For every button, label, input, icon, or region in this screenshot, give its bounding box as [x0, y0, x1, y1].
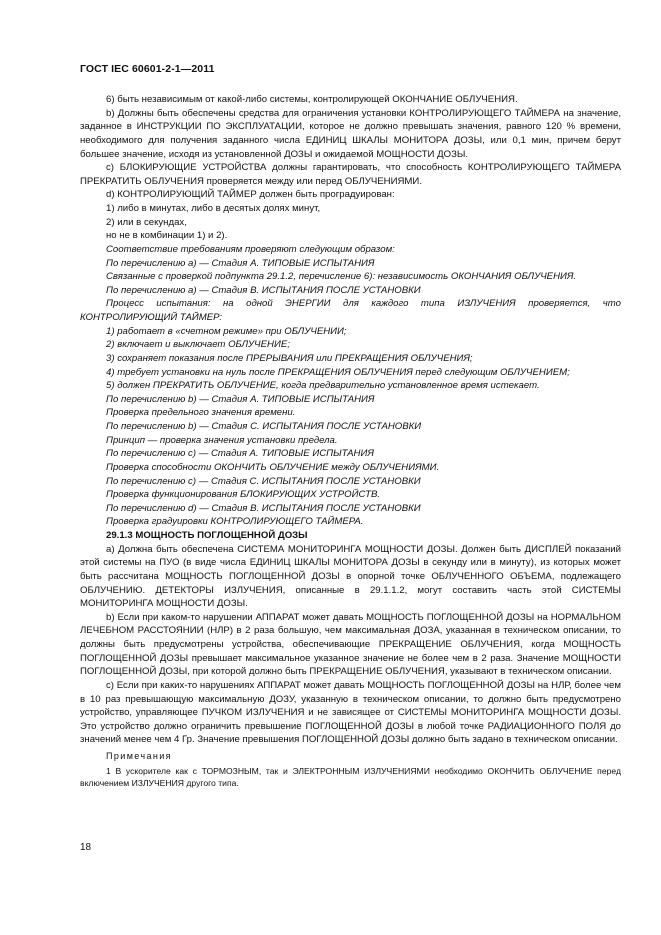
test-paragraph: По перечислению а) — Стадия В. ИСПЫТАНИЯ ПОСЛЕ УСТАНОВКИ: [106, 284, 421, 296]
test-paragraph: Проверка предельного значения времени.: [106, 407, 296, 419]
test-paragraph: Проверка способности ОКОНЧИТЬ ОБЛУЧЕНИЕ между ОБЛУЧЕНИЯМИ.: [106, 461, 440, 473]
document-header: ГОСТ IEC 60601-2-1—2011: [80, 63, 215, 75]
notes-title: Примечания: [106, 751, 172, 761]
body-paragraph: 6) быть независимым от какой-либо системы, контролирующей ОКОНЧАНИЕ ОБЛУЧЕНИЯ.: [106, 94, 518, 105]
body-paragraph: c) Если при каких-то нарушениях АППАРАТ может давать МОЩНОСТЬ ПОГЛОЩЕННОЙ ДОЗЫ на НЛР, более чем в 10 раз превышающую максимальную ДОЗУ, указанную в техническом описании, то должно быть предусмотрено устройство, управляющее ПУЧКОМ ИЗЛУЧЕНИЯ и не зависящее от СИСТЕМЫ МОНИТОРИНГА МОЩНОСТИ ДОЗЫ. Это устройство должно ограничить превышение ПОГЛОЩЕННОЙ ДОЗЫ в любой точке РАДИАЦИОННОГО ПОЛЯ до значений менее чем 4 Гр. Значение превышения ПОГЛОЩЕННОЙ ДОЗЫ должно быть задано в техническом описании.: [80, 679, 621, 746]
test-paragraph: Принцип — проверка значения установки предела.: [106, 434, 338, 446]
body-paragraph: но не в комбинации 1) и 2).: [106, 230, 228, 242]
test-paragraph: По перечислению b) — Стадия С. ИСПЫТАНИЯ ПОСЛЕ УСТАНОВКИ: [106, 421, 422, 432]
page-number: 18: [80, 842, 92, 853]
test-paragraph: 5) должен ПРЕКРАТИТЬ ОБЛУЧЕНИЕ, когда предварительно установленное время истекает.: [106, 380, 540, 392]
test-paragraph: Связанные с проверкой подпункта 29.1.2, перечисление 6): независимость ОКОНЧАНИЯ ОБЛУЧЕНИЯ.: [106, 271, 577, 283]
body-paragraph: b) Должны быть обеспечены средства для ограничения установки КОНТРОЛИРУЮЩЕГО ТАЙМЕРА на значение, заданное в ИНСТРУКЦИИ ПО ЭКСПЛУАТАЦИИ, которое не должно превышать значения, равного 120 % времени, необходимого для получения заданного числа ЕДИНИЦ ШКАЛЫ МОНИТОРА ДОЗЫ, или 0,1 мин, причем берут большее значение, исходя из установленной ДОЗЫ и ожидаемой МОЩНОСТИ ДОЗЫ.: [80, 107, 621, 160]
test-paragraph: Соответствие требованиям проверяют следующим образом:: [106, 243, 395, 255]
note-paragraph: 1 В ускорителе как с ТОРМОЗНЫМ, так и ЭЛЕКТРОННЫМ ИЗЛУЧЕНИЯМИ необходимо ОКОНЧИТЬ ОБЛУЧЕНИЕ перед включением ИЗЛУЧЕНИЯ другого типа.: [80, 765, 621, 789]
document-body: [80, 93, 621, 790]
test-paragraph: По перечислению b) — Стадия А. ТИПОВЫЕ ИСПЫТАНИЯ: [106, 393, 375, 405]
body-paragraph: b) Если при каком-то нарушении АППАРАТ может давать МОЩНОСТЬ ПОГЛОЩЕННОЙ ДОЗЫ на НОРМАЛЬНОМ ЛЕЧЕБНОМ РАССТОЯНИИ (НЛР) в 2 раза большую, чем максимальная ДОЗА, указанная в техническом описании, то должны быть предусмотрены устройства, обеспечивающие ПРЕКРАЩЕНИЕ ОБЛУЧЕНИЯ, когда МОЩНОСТЬ ПОГЛОЩЕННОЙ ДОЗЫ превышает максимальное указанное значение не более чем в 2 раза. Значение МОЩНОСТИ ПОГЛОЩЕННОЙ ДОЗЫ, при которой должно быть ПРЕКРАЩЕНИЕ ОБЛУЧЕНИЯ, указывают в техническом описании.: [80, 611, 621, 678]
test-paragraph: 2) включает и выключает ОБЛУЧЕНИЕ;: [106, 339, 290, 351]
test-paragraph: Проверка градуировки КОНТРОЛИРУЮЩЕГО ТАЙМЕРА.: [106, 516, 364, 528]
test-paragraph: Проверка функционирования БЛОКИРУЮЩИХ УСТРОЙСТВ.: [106, 489, 381, 501]
test-paragraph: По перечислению d) — Стадия В. ИСПЫТАНИЯ ПОСЛЕ УСТАНОВКИ: [106, 502, 421, 514]
test-paragraph: По перечислению c) — Стадия А. ТИПОВЫЕ ИСПЫТАНИЯ: [106, 448, 374, 460]
test-paragraph: 4) требует установки на нуль после ПРЕКРАЩЕНИЯ ОБЛУЧЕНИЯ перед следующим ОБЛУЧЕНИЕМ;: [106, 366, 570, 378]
test-paragraph: По перечислению c) — Стадия С. ИСПЫТАНИЯ ПОСЛЕ УСТАНОВКИ: [106, 475, 421, 487]
body-paragraph: d) КОНТРОЛИРУЮЩИЙ ТАЙМЕР должен быть проградуирован:: [106, 189, 395, 201]
body-paragraph: 1) либо в минутах, либо в десятых долях минут,: [106, 203, 321, 214]
section-heading: 29.1.3 МОЩНОСТЬ ПОГЛОЩЕННОЙ ДОЗЫ: [106, 530, 308, 541]
body-paragraph: c) БЛОКИРУЮЩИЕ УСТРОЙСТВА должны гарантировать, что способность КОНТРОЛИРУЮЩЕГО ТАЙМЕРА ПРЕКРАТИТЬ ОБЛУЧЕНИЯ проверяется между или перед ОБЛУЧЕНИЯМИ.: [80, 162, 621, 187]
body-paragraph: 2) или в секундах,: [106, 216, 187, 228]
test-paragraph: 3) сохраняет показания после ПРЕРЫВАНИЯ или ПРЕКРАЩЕНИЯ ОБЛУЧЕНИЯ;: [106, 352, 473, 364]
test-paragraph: По перечислению а) — Стадия А. ТИПОВЫЕ ИСПЫТАНИЯ: [106, 257, 375, 269]
body-paragraph: а) Должна быть обеспечена СИСТЕМА МОНИТОРИНГА МОЩНОСТИ ДОЗЫ. Должен быть ДИСПЛЕЙ показаний этой системы на ПУО (в виде числа ЕДИНИЦ ШКАЛЫ МОНИТОРА ДОЗЫ в секунду или в минуту), из которых может быть рассчитана МОЩНОСТЬ ПОГЛОЩЕННОЙ ДОЗЫ в опорной точке ОБЛУЧЕННОГО ОБЪЕМА, подлежащего ОБЛУЧЕНИЮ. ДЕТЕКТОРЫ ИЗЛУЧЕНИЯ, описанные в 29.1.1.2, могут составить часть этой СИСТЕМЫ МОНИТОРИНГА МОЩНОСТИ ДОЗЫ.: [80, 543, 621, 610]
test-paragraph: 1) работает в «счетном режиме» при ОБЛУЧЕНИИ;: [106, 325, 347, 337]
test-paragraph: Процесс испытания: на одной ЭНЕРГИИ для каждого типа ИЗЛУЧЕНИЯ проверяется, что КОНТРОЛИРУЮЩИЙ ТАЙМЕР:: [80, 298, 621, 323]
